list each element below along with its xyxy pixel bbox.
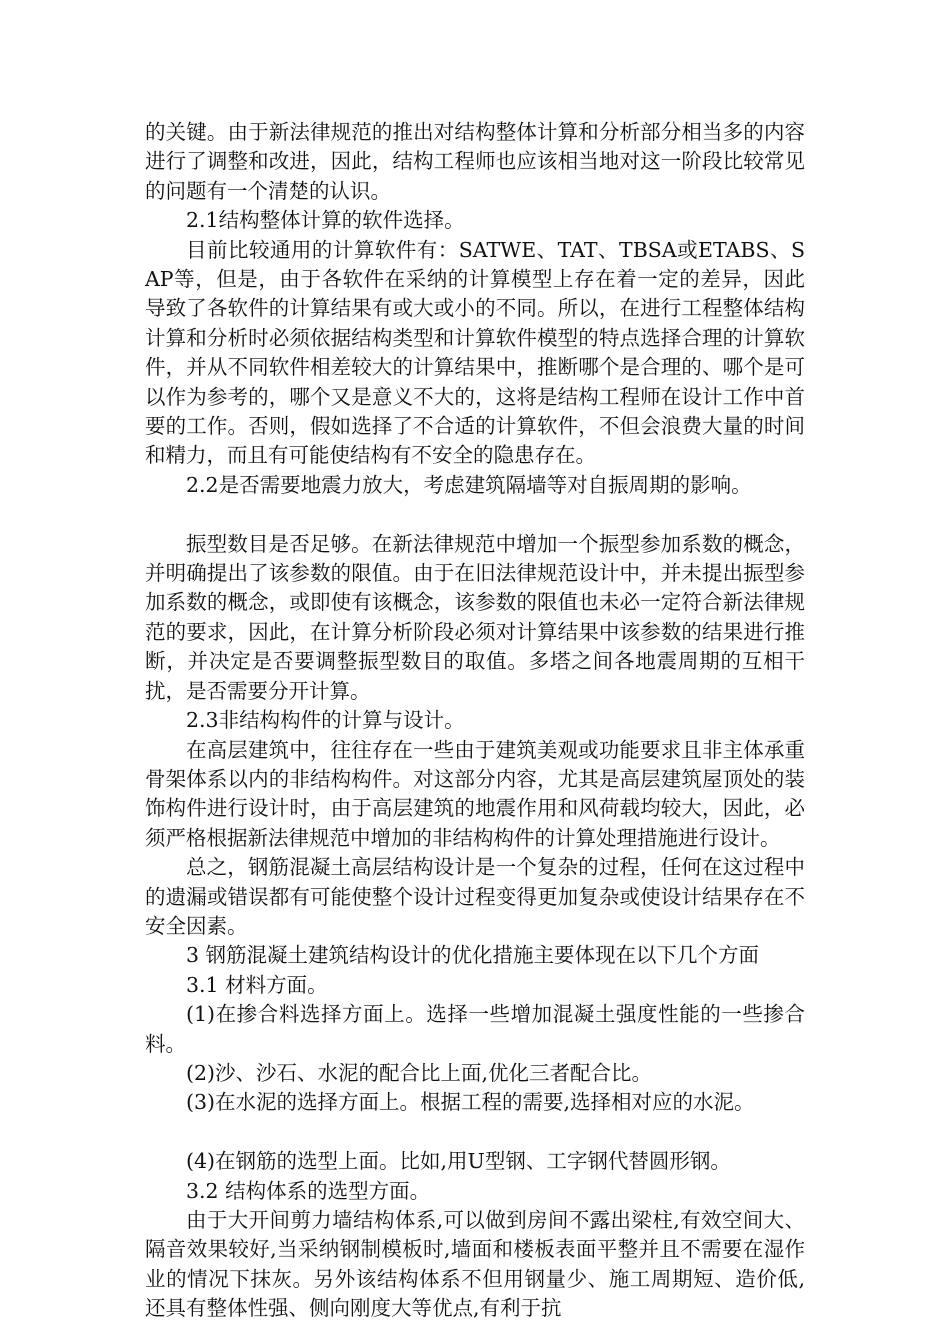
section-heading-2-2: 2.2是否需要地震力放大，考虑建筑隔墙等对自振周期的影响。 <box>186 472 752 497</box>
paragraph-summary: 总之，钢筋混凝土高层结构设计是一个复杂的过程，任何在这过程中的遗漏或错误都有可能使整个设计过程变得更加复杂或使设计结果存在不安全因素。 <box>145 855 805 938</box>
document-page <box>145 118 805 1324</box>
paragraph-non-structural: 在高层建筑中，往往存在一些由于建筑美观或功能要求且非主体承重骨架体系以内的非结构构件。对这部分内容，尤其是高层建筑屋顶处的装饰构件进行设计时，由于高层建筑的地震作用和风荷载均较大，因此，必须严格根据新法律规范中增加的非结构构件的计算处理措施进行设计。 <box>145 737 805 850</box>
blank-line <box>145 500 805 529</box>
list-item-3: (3)在水泥的选择方面上。根据工程的需要,选择相对应的水泥。 <box>186 1090 755 1115</box>
list-item-1: (1)在掺合料选择方面上。选择一些增加混凝土强度性能的一些掺合料。 <box>145 1002 805 1056</box>
paragraph-vibration-modes: 振型数目是否足够。在新法律规范中增加一个振型参加系数的概念，并明确提出了该参数的限值。由于在旧法律规范设计中，并未提出振型参加系数的概念，或即使有该概念，该参数的限值也未必一定符合新法律规范的要求，因此，在计算分析阶段必须对计算结果中该参数的结果进行推断，并决定是否要调整振型数目的取值。多塔之间各地震周期的互相干扰，是否需要分开计算。 <box>145 531 805 703</box>
paragraph-continuation: 的关键。由于新法律规范的推出对结构整体计算和分析部分相当多的内容进行了调整和改进，因此，结构工程师也应该相当地对这一阶段比较常见的问题有一个清楚的认识。 <box>145 120 805 203</box>
blank-line <box>145 1118 805 1147</box>
list-item-4: (4)在钢筋的选型上面。比如,用U型钢、工字钢代替圆形钢。 <box>186 1149 731 1174</box>
section-heading-3-1: 3.1 材料方面。 <box>186 972 328 997</box>
list-item-2: (2)沙、沙石、水泥的配合比上面,优化三者配合比。 <box>186 1060 653 1085</box>
section-heading-3: 3 钢筋混凝土建筑结构设计的优化措施主要体现在以下几个方面 <box>186 943 760 968</box>
section-heading-2-1: 2.1结构整体计算的软件选择。 <box>186 208 465 233</box>
section-heading-3-2: 3.2 结构体系的选型方面。 <box>186 1178 431 1203</box>
paragraph-shear-wall: 由于大开间剪力墙结构体系,可以做到房间不露出梁柱,有效空间大、隔音效果较好,当采纳钢制模板时,墙面和楼板表面平整并且不需要在湿作业的情况下抹灰。另外该结构体系不但用钢量少、施工周期短、造价低,还具有整体性强、侧向刚度大等优点,有利于抗 <box>145 1208 805 1321</box>
section-heading-2-3: 2.3非结构构件的计算与设计。 <box>186 708 465 733</box>
paragraph-software: 目前比较通用的计算软件有：SATWE、TAT、TBSA或ETABS、SAP等，但是，由于各软件在采纳的计算模型上存在着一定的差异，因此导致了各软件的计算结果有或大或小的不同。所以，在进行工程整体结构计算和分析时必须依据结构类型和计算软件模型的特点选择合理的计算软件，并从不同软件相差较大的计算结果中，推断哪个是合理的、哪个是可以作为参考的，哪个又是意义不大的，这将是结构工程师在设计工作中首要的工作。否则，假如选择了不合适的计算软件，不但会浪费大量的时间和精力，而且有可能使结构有不安全的隐患存在。 <box>145 237 805 468</box>
